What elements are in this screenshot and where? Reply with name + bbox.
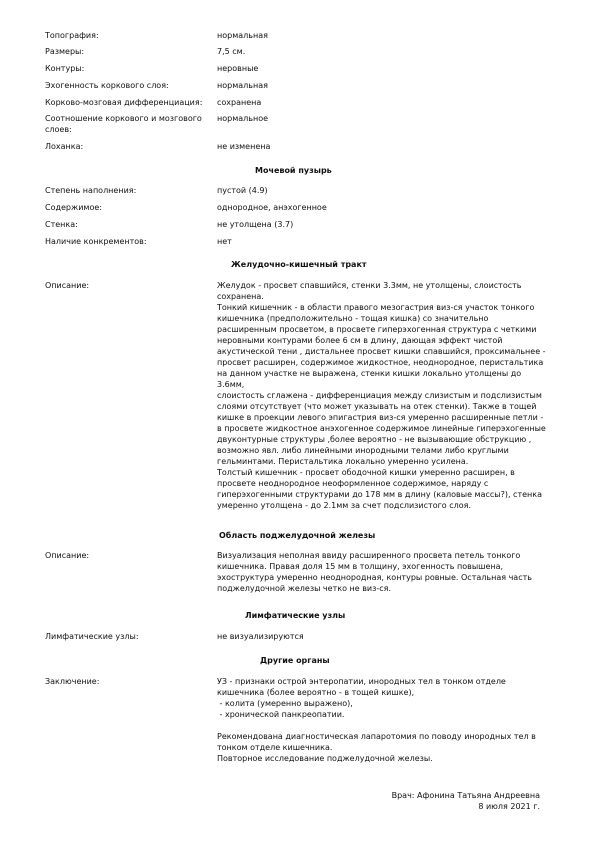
text-line: - колита (умеренно выражено), — [217, 699, 353, 708]
field-label: Наличие конкрементов: — [45, 237, 147, 246]
field-label: Заключение: — [45, 677, 100, 686]
section-heading-gi-tract: Желудочно-кишечный тракт — [231, 260, 367, 269]
text-line: Визуализация неполная ввиду расширенного просвета петель тонкого — [217, 551, 521, 560]
pancreas-description-text — [217, 550, 547, 594]
text-line: Толстый кишечник - просвет ободочной кишки умеренно расширен, в — [217, 468, 515, 477]
text-line: Повторное исследование поджелудочной железы. — [217, 754, 433, 763]
field-label: Размеры: — [45, 47, 85, 56]
field-value: сохранена — [217, 98, 262, 107]
text-line: УЗ - признаки острой энтеропатии, инородных тел в тонком отделе — [217, 677, 506, 686]
conclusion-text — [217, 676, 547, 764]
field-label: Соотношение коркового и мозгового слоев: — [45, 114, 202, 134]
field-label: Описание: — [45, 281, 90, 290]
field-value: однородное, анэхогенное — [217, 203, 327, 212]
text-line: кишечника (более вероятно - в тощей кишке), — [217, 688, 415, 697]
field-value: неровные — [217, 64, 259, 73]
text-line: гиперэхогенными структурами до 178 мм в длину (каловые массы?), стенка — [217, 490, 542, 499]
text-line: акустической тени , дистальнее просвет кишки спавшийся, проксимальнее - — [217, 347, 546, 356]
text-line: гельминтами. Перистальтика локально умеренно усилена. — [217, 457, 469, 466]
field-label: Лоханка: — [45, 142, 84, 151]
field-value: нормальное — [217, 114, 269, 123]
text-line: поджелудочной железы четко не виз-ся. — [217, 584, 392, 593]
field-label: Степень наполнения: — [45, 186, 137, 195]
field-value: нормальная — [217, 81, 268, 90]
field-value: не утолщена (3.7) — [217, 220, 294, 229]
text-line: возможно явл. либо линейными инородными телами либо круглыми — [217, 446, 509, 455]
text-line: слоями отсутствует (что может указывать на отек стенки). Также в тощей — [217, 402, 537, 411]
text-line: Тонкий кишечник - в области правого мезогастрия виз-ся участок тонкого — [217, 303, 535, 312]
section-heading-bladder: Мочевой пузырь — [255, 166, 332, 175]
blank-line — [217, 720, 547, 731]
text-line: просвете неоднородное неоформленное содержимое, наряду с — [217, 479, 489, 488]
field-label: Стенка: — [45, 220, 78, 229]
field-label: Контуры: — [45, 64, 85, 73]
text-line: неровными контурами более 6 см в длину, дающая эффект чистой — [217, 336, 503, 345]
text-line: сохранена. — [217, 292, 264, 301]
text-line: расширенным просветом, в просвете гиперэхогенная структура с четкими — [217, 325, 537, 334]
text-line: на данном участке не выражена, стенки кишки локально утолщены до 3.6мм, — [217, 369, 522, 389]
text-line: просвет расширен, содержимое жидкостное, неоднородное, перистальтика — [217, 358, 544, 367]
text-line: тонком отделе кишечника. — [217, 743, 333, 752]
field-value: не визуализируются — [217, 632, 304, 641]
text-line: эхоструктура умеренно неоднородная, контуры ровные. Остальная часть — [217, 573, 532, 582]
text-line: - хронической панкреопатии. — [217, 710, 345, 719]
doctor-signature: Врач: Афонина Татьяна Андреевна — [391, 791, 540, 800]
section-heading-other-organs: Другие органы — [260, 656, 330, 665]
gi-description-text — [217, 280, 547, 511]
field-label: Эхогенность коркового слоя: — [45, 81, 169, 90]
field-value: пустой (4.9) — [217, 186, 268, 195]
text-line: в просвете жидкостное анэхогенное содержимое линейные гиперэхогенные — [217, 424, 546, 433]
text-line: Рекомендована диагностическая лапаротомия по поводу инородных тел в — [217, 732, 536, 741]
text-line: кишке в проекции левого эпигастрия виз-ся умеренно расширенные петли - — [217, 413, 544, 422]
field-label: Описание: — [45, 551, 90, 560]
field-label: Топография: — [45, 31, 99, 40]
field-label: Корково-мозговая дифференциация: — [45, 98, 203, 107]
text-line: Желудок - просвет спавшийся, стенки 3.3мм, не утолщены, слоистость — [217, 281, 522, 290]
report-date: 8 июля 2021 г. — [478, 802, 540, 811]
text-line: двуконтурные структуры ,более вероятно - не вызывающие обструкцию , — [217, 435, 532, 444]
text-line: кишечника. Правая доля 15 мм в толщину, эхогенность повышена, — [217, 562, 504, 571]
field-value: 7,5 см. — [217, 47, 246, 56]
section-heading-pancreas: Область поджелудочной железы — [219, 531, 376, 540]
section-heading-lymph-nodes: Лимфатические узлы — [245, 611, 346, 620]
field-value: нет — [217, 237, 232, 246]
field-value: нормальная — [217, 31, 268, 40]
field-label: Лимфатические узлы: — [45, 632, 139, 641]
field-label: Содержимое: — [45, 203, 102, 212]
text-line: кишечника (предположительно - тощая кишка) со значительно — [217, 314, 489, 323]
text-line: слоистость сглажена - дифференциация между слизистым и подслизистым — [217, 391, 542, 400]
text-line: умеренно утолщена - до 2.1мм за счет подслизистого слоя. — [217, 501, 471, 510]
field-value: не изменена — [217, 142, 271, 151]
